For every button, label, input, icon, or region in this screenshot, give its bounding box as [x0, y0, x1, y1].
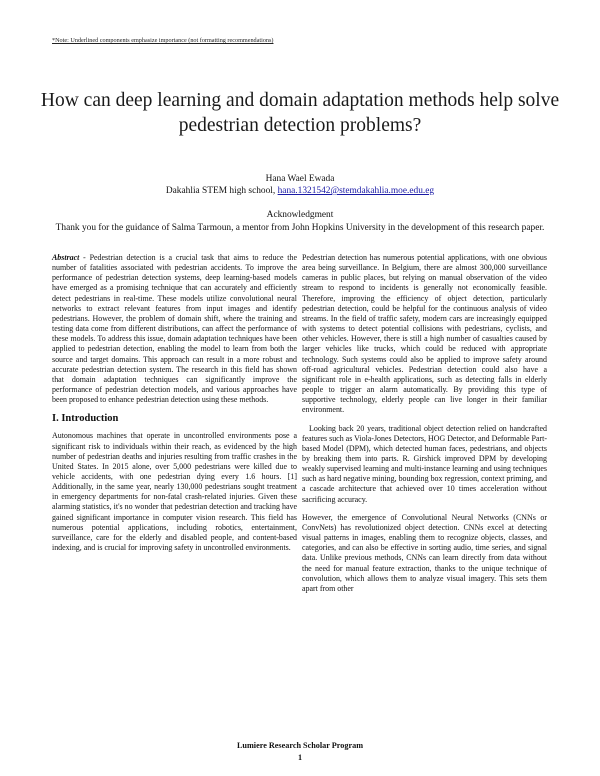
- footer-program: Lumiere Research Scholar Program: [236, 741, 364, 750]
- abstract-label: Abstract -: [52, 253, 90, 262]
- paper-title: How can deep learning and domain adaptation methods help solve pedestrian detection problems?: [40, 90, 560, 136]
- right-column: [302, 253, 547, 594]
- acknowledgment-text: Thank you for the guidance of Salma Tarmoun, a mentor from John Hopkins University in the development of this research paper.: [55, 223, 545, 233]
- introduction-paragraph-1: Autonomous machines that operate in uncontrolled environments pose a significant risk to individuals within their reach, as evidenced by the high number of pedestrian deaths and injuries resulting from traffic crashes in the United States. In 2015 alone, over 5,000 pedestrians were killed due to vehicle accidents, with one pedestrian dying every 1.6 hours. [1] Additionally, in the same year, nearly 130,000 pedestrians sought treatment in emergency departments for non-fatal crash-related injuries. Given these alarming statistics, it's no wonder that pedestrian detection and tracking have gained significant importance in computer vision research. This field has numerous potential applications, including robotics, entertainment, surveillance, care for the elderly and disabled people, and content-based indexing, and is crucial for improving safety in uncontrolled environments.: [52, 431, 297, 553]
- emphasis-note: *Note: Underlined components emphasize importance (not formatting recommendations): [52, 37, 274, 44]
- page-number: 1: [297, 753, 303, 762]
- body-paragraph-surveillance: Pedestrian detection has numerous potential applications, with one obvious area being surveillance. In Belgium, there are almost 300,000 surveillance cameras in public places, but relying on manual observation of the video stream to respond to incidents is generally not economically feasible. Therefore, improving the efficiency of object detection, particularly pedestrian detection, could be helpful for the continuous analysis of video streams. In the field of traffic safety, modern cars are increasingly equipped with systems to detect potential collisions with pedestrians, cyclists, and other vehicles. However, there is still a high number of casualties caused by larger vehicles like trucks, which could be reduced with appropriate technology. Such systems could also be applied to improve safety around off-road agricultural vehicles. Pedestrian detection could also have a significant role in e-health applications, such as detecting falls in elderly people to trigger an alarm automatically. By providing this type of supportive technology, elderly people can live longer in their familiar environment.: [302, 253, 547, 415]
- body-paragraph-cnn: However, the emergence of Convolutional Neural Networks (CNNs or ConvNets) has revolutionized object detection. CNNs excel at detecting visual patterns in images, enabling them to recognize objects, classes, and categories, and can also be effective in sorting audio, time series, and signal data. Unlike previous methods, CNNs can learn directly from data without the need for manual feature extraction, thanks to the unique technique of convolution, which allows them to analyze visual imagery. This sets them apart from other: [302, 512, 547, 593]
- author-email-link[interactable]: hana.1321542@stemdakahlia.moe.edu.eg: [277, 186, 435, 196]
- introduction-heading: I. Introduction: [52, 413, 119, 425]
- abstract-text: Pedestrian detection is a crucial task that aims to reduce the number of fatalities associated with pedestrian accidents. To improve the performance of pedestrian detection systems, deep learning-based models have emerged as a promising technique that can accurately and efficiently detect pedestrians in real-time. These models utilize convolutional neural networks to extract relevant features from input images and identify pedestrians. However, the problem of domain shift, where the training and testing data come from different distributions, can affect the performance of these models. To address this issue, domain adaptation techniques have been applied to pedestrian detection, enabling the model to learn from both the source and target domains. This approach can result in a more robust and accurate pedestrian detection system. The research in this field has shown that domain adaptation techniques can significantly improve the performance of pedestrian detection models, and various approaches have been proposed to enhance pedestrian detection using these methods.: [52, 253, 297, 405]
- school-name: Dakahlia STEM high school,: [165, 186, 278, 196]
- abstract-paragraph: [52, 253, 297, 405]
- acknowledgment-heading: Acknowledgment: [266, 210, 334, 220]
- body-paragraph-history: Looking back 20 years, traditional object detection relied on handcrafted features such as Viola-Jones Detectors, HOG Detector, and Deformable Part-based Model (DPM), which detected human faces, pedestrians, and objects by breaking them into parts. R. Girshick improved DPM by developing weakly supervised learning and multi-instance learning and using techniques such as hard negative mining, bounding box regression, context priming, and a cascade architecture that achieved over 10 times acceleration without sacrificing accuracy.: [302, 423, 547, 504]
- author-name: Hana Wael Ewada: [265, 174, 335, 184]
- author-affiliation: [40, 185, 560, 197]
- left-column: [52, 253, 297, 553]
